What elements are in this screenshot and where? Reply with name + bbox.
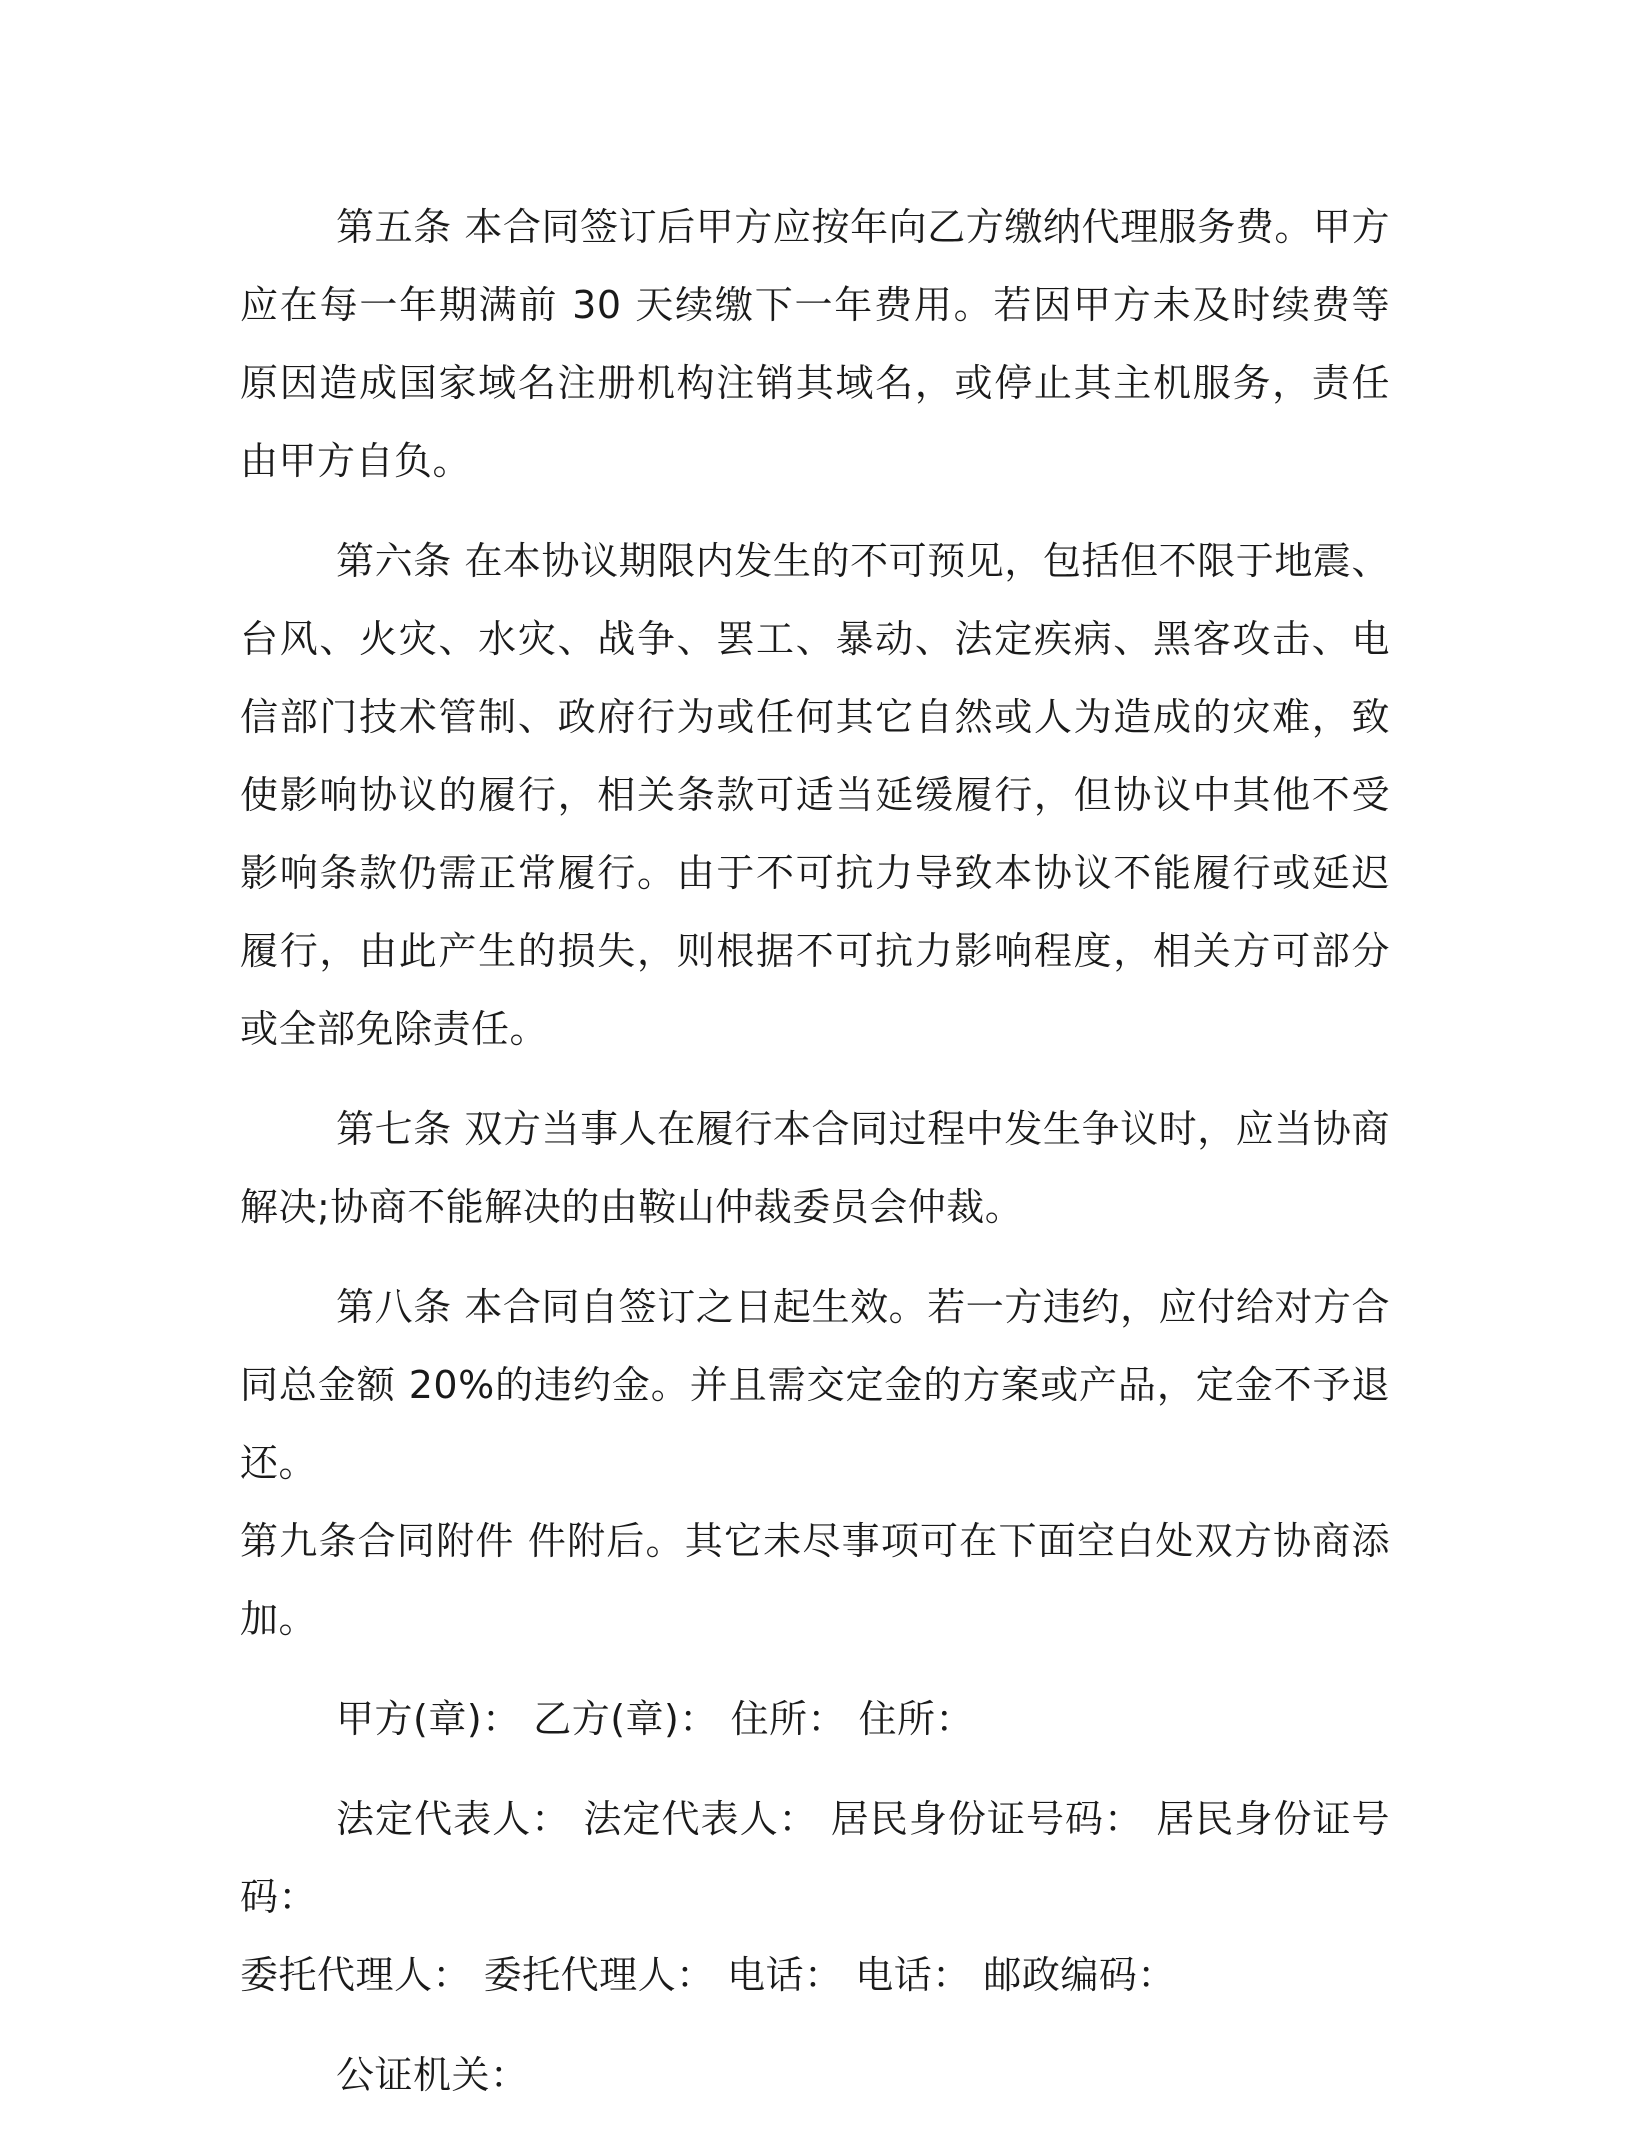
legal-representative-line: 法定代表人： 法定代表人： 居民身份证号码： 居民身份证号码： bbox=[240, 1797, 1390, 1919]
notary-line: 公证机关： bbox=[336, 2053, 529, 2097]
article-5-paragraph: 第五条 本合同签订后甲方应按年向乙方缴纳代理服务费。甲方应在每一年期满前 30 天续缴下一年费用。若因甲方未及时续费等原因造成国家域名注册机构注销其域名，或停止其主机服务，责任由甲方自负。 bbox=[240, 205, 1390, 483]
agent-contact-line: 委托代理人： 委托代理人： 电话： 电话： 邮政编码： bbox=[240, 1953, 1176, 1997]
article-9-paragraph: 第九条合同附件 件附后。其它未尽事项可在下面空白处双方协商添加。 bbox=[240, 1519, 1390, 1641]
article-7-paragraph: 第七条 双方当事人在履行本合同过程中发生争议时，应当协商解决;协商不能解决的由鞍山仲裁委员会仲裁。 bbox=[240, 1107, 1390, 1229]
article-6-paragraph: 第六条 在本协议期限内发生的不可预见，包括但不限于地震、台风、火灾、水灾、战争、罢工、暴动、法定疾病、黑客攻击、电信部门技术管制、政府行为或任何其它自然或人为造成的灾难，致使影响协议的履行，相关条款可适当延缓履行，但协议中其他不受影响条款仍需正常履行。由于不可抗力导致本协议不能履行或延迟履行，由此产生的损失，则根据不可抗力影响程度，相关方可部分或全部免除责任。 bbox=[240, 539, 1390, 1051]
document-body bbox=[240, 188, 1390, 2136]
party-seal-line: 甲方(章)： 乙方(章)： 住所： 住所： bbox=[336, 1697, 975, 1741]
article-8-paragraph: 第八条 本合同自签订之日起生效。若一方违约，应付给对方合同总金额 20%的违约金。并且需交定金的方案或产品，定金不予退还。 bbox=[240, 1285, 1390, 1485]
